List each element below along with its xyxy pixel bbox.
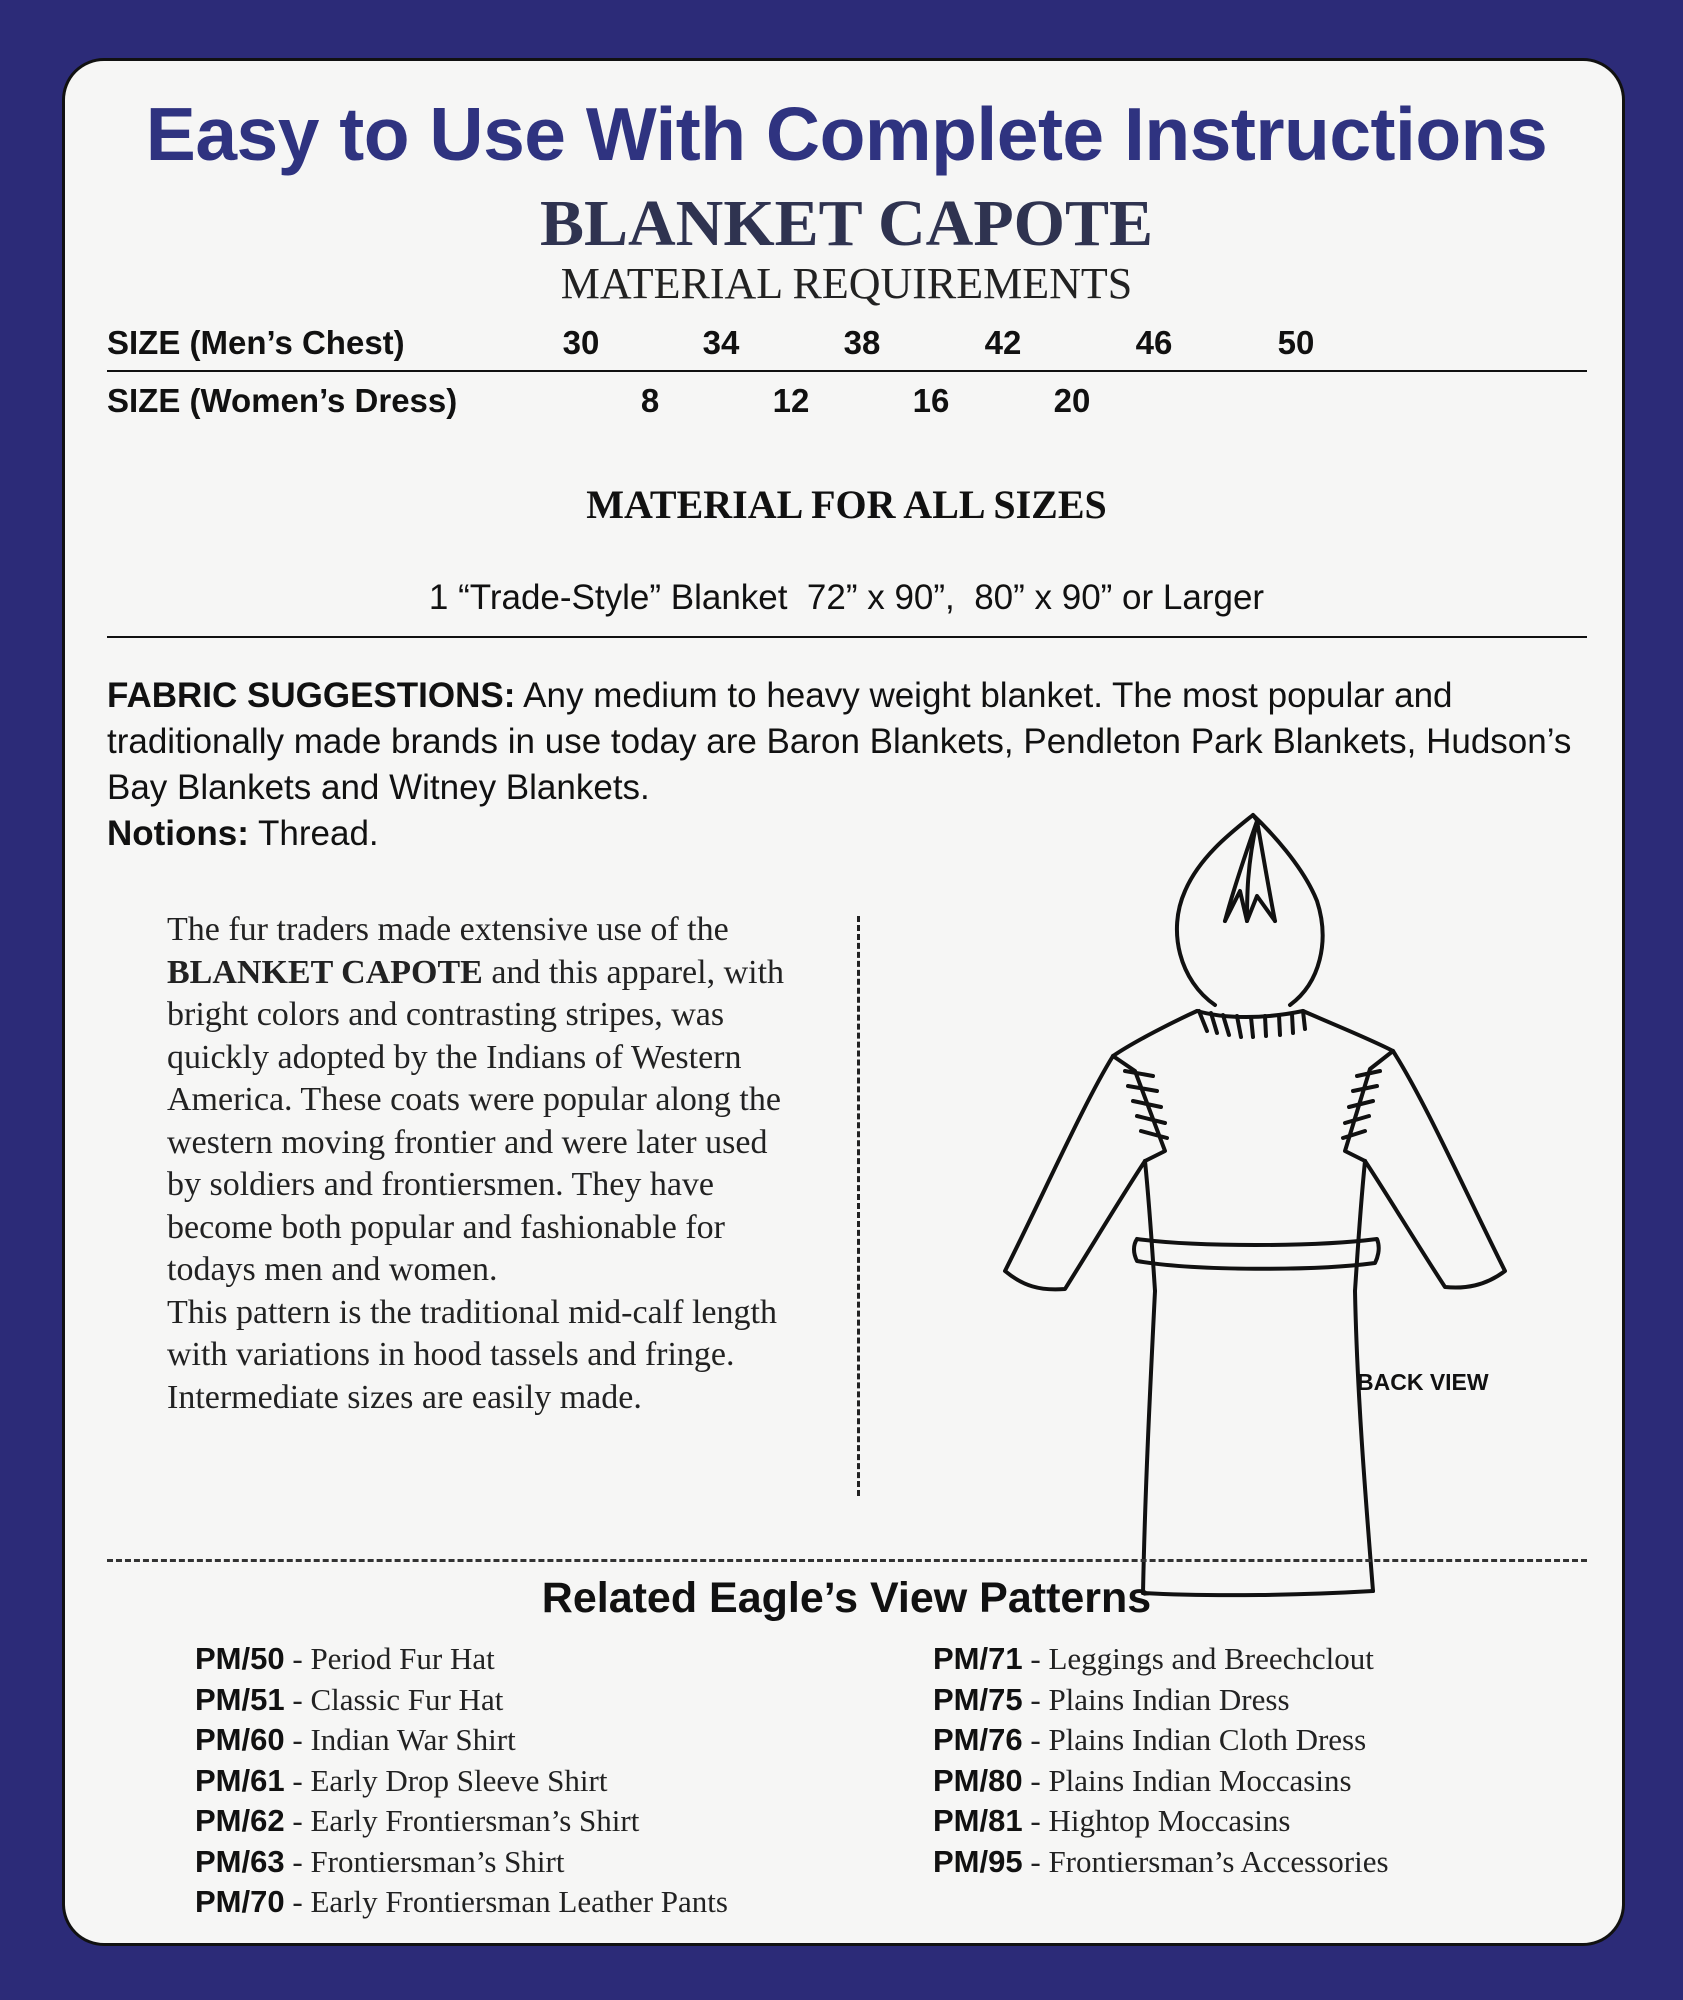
history-text [113,909,793,1419]
list-item [195,1842,728,1883]
related-list-left [195,1639,728,1923]
list-item [933,1761,1389,1802]
pattern-code: PM/60 [195,1722,285,1757]
related-heading: Related Eagle’s View Patterns [541,1574,1152,1622]
men-size-value: 30 [562,324,600,361]
separator: - [1022,1722,1049,1757]
right-sleeve [1365,1051,1505,1288]
pattern-desc: Plains Indian Cloth Dress [1048,1722,1367,1757]
list-item [933,1639,1389,1680]
related-list-right [933,1639,1389,1882]
divider [107,370,1587,372]
pattern-desc: Plains Indian Dress [1048,1681,1290,1717]
pattern-code: PM/61 [195,1762,285,1798]
pattern-code: PM/81 [933,1803,1023,1838]
fabric-text: Any medium to heavy weight blanket. The most popular and traditionally made brands in use today are Baron Blankets, Pendleton Park Blankets, Hudson’s Bay Blankets and Witney Blankets. [107,676,1572,807]
left-sleeve [1005,1056,1145,1289]
separator: - [284,1762,311,1798]
pattern-code: PM/70 [195,1884,285,1919]
women-size-value: 16 [912,382,950,419]
divider [107,636,1587,638]
story-text: and this apparel, with bright colors and contrasting stripes, was quickly adopted by the Indians of Western America. These coats were popular along the western moving frontier and were later used by soldiers and frontiersmen. They have become both popular and fashionable for todays men and women. [167,953,785,1288]
left-shoulder [1113,1011,1197,1056]
men-size-value: 50 [1277,324,1315,361]
blanket-requirement: 1 “Trade-Style” Blanket 72” x 90”, 80” x 90” or Larger [428,578,1265,617]
pattern-code: PM/51 [195,1681,285,1717]
separator: - [1022,1762,1049,1798]
separator: - [1022,1681,1049,1717]
list-item [195,1801,728,1842]
list-item [195,1761,728,1802]
list-item [195,1639,728,1680]
separator: - [1022,1641,1049,1676]
women-size-label: SIZE (Women’s Dress) [107,382,458,419]
pattern-desc: Indian War Shirt [310,1722,516,1757]
pattern-code: PM/80 [933,1762,1023,1798]
sash [1134,1239,1379,1269]
separator: - [284,1641,311,1676]
women-size-value: 12 [772,382,810,419]
story-paragraph [113,909,793,1292]
back-view-caption: BACK VIEW [1357,1369,1489,1395]
pattern-name: BLANKET CAPOTE [539,187,1154,260]
pattern-code: PM/62 [195,1803,285,1838]
separator: - [284,1722,311,1757]
pattern-code: PM/63 [195,1843,285,1879]
horizontal-dashed-divider [107,1559,1587,1562]
list-item [195,1882,728,1923]
separator: - [284,1803,311,1838]
pattern-desc: Frontiersman’s Shirt [310,1843,565,1879]
men-size-value: 46 [1135,324,1173,361]
notions-label: Notions: [107,814,249,853]
pattern-code: PM/71 [933,1641,1023,1676]
material-heading: MATERIAL FOR ALL SIZES [586,482,1107,527]
story-paragraph: This pattern is the traditional mid-calf length with variations in hood tassels and fringe. [167,1293,777,1373]
pattern-desc: Early Frontiersman’s Shirt [310,1803,640,1838]
pattern-desc: Early Drop Sleeve Shirt [310,1762,608,1798]
pattern-code: PM/95 [933,1843,1023,1879]
men-size-value: 42 [984,324,1022,361]
separator: - [1022,1843,1049,1879]
list-item [195,1720,728,1761]
page-title: Easy to Use With Complete Instructions [145,92,1548,176]
left-hem-side [1143,1291,1155,1593]
pattern-code: PM/50 [195,1641,285,1676]
vertical-dashed-divider [857,916,860,1496]
list-item [933,1680,1389,1721]
pattern-desc: Early Frontiersman Leather Pants [310,1884,728,1919]
women-size-value: 8 [640,382,660,419]
section-heading: MATERIAL REQUIREMENTS [560,259,1133,308]
notions-text: Thread. [248,814,379,853]
pattern-desc: Frontiersman’s Accessories [1048,1843,1389,1879]
right-hem-side [1355,1291,1373,1591]
separator: - [284,1681,311,1717]
capote-back-view-drawing-icon [985,771,1545,1611]
men-size-label: SIZE (Men’s Chest) [107,324,405,361]
pattern-desc: Plains Indian Moccasins [1048,1762,1352,1798]
list-item [933,1842,1389,1883]
separator: - [284,1884,311,1919]
pattern-desc: Classic Fur Hat [310,1681,504,1717]
pattern-desc: Leggings and Breechclout [1048,1641,1374,1676]
list-item [933,1801,1389,1842]
right-body-side [1355,1161,1365,1291]
story-text: The fur traders made extensive use of the [167,911,729,948]
women-size-value: 20 [1053,382,1091,419]
story-bold: BLANKET CAPOTE [167,953,483,991]
list-item [933,1720,1389,1761]
left-body-side [1145,1161,1155,1291]
list-item [195,1680,728,1721]
men-size-value: 38 [843,324,881,361]
pattern-desc: Hightop Moccasins [1048,1803,1291,1838]
separator: - [284,1843,311,1879]
separator: - [1022,1803,1049,1838]
pattern-code: PM/76 [933,1722,1023,1757]
right-shoulder [1303,1011,1393,1051]
story-paragraph: Intermediate sizes are easily made. [167,1378,642,1416]
men-size-value: 34 [702,324,740,361]
pattern-back-cover [62,58,1625,1946]
pattern-code: PM/75 [933,1681,1023,1717]
fabric-label: FABRIC SUGGESTIONS: [107,676,516,715]
pattern-desc: Period Fur Hat [310,1641,495,1676]
